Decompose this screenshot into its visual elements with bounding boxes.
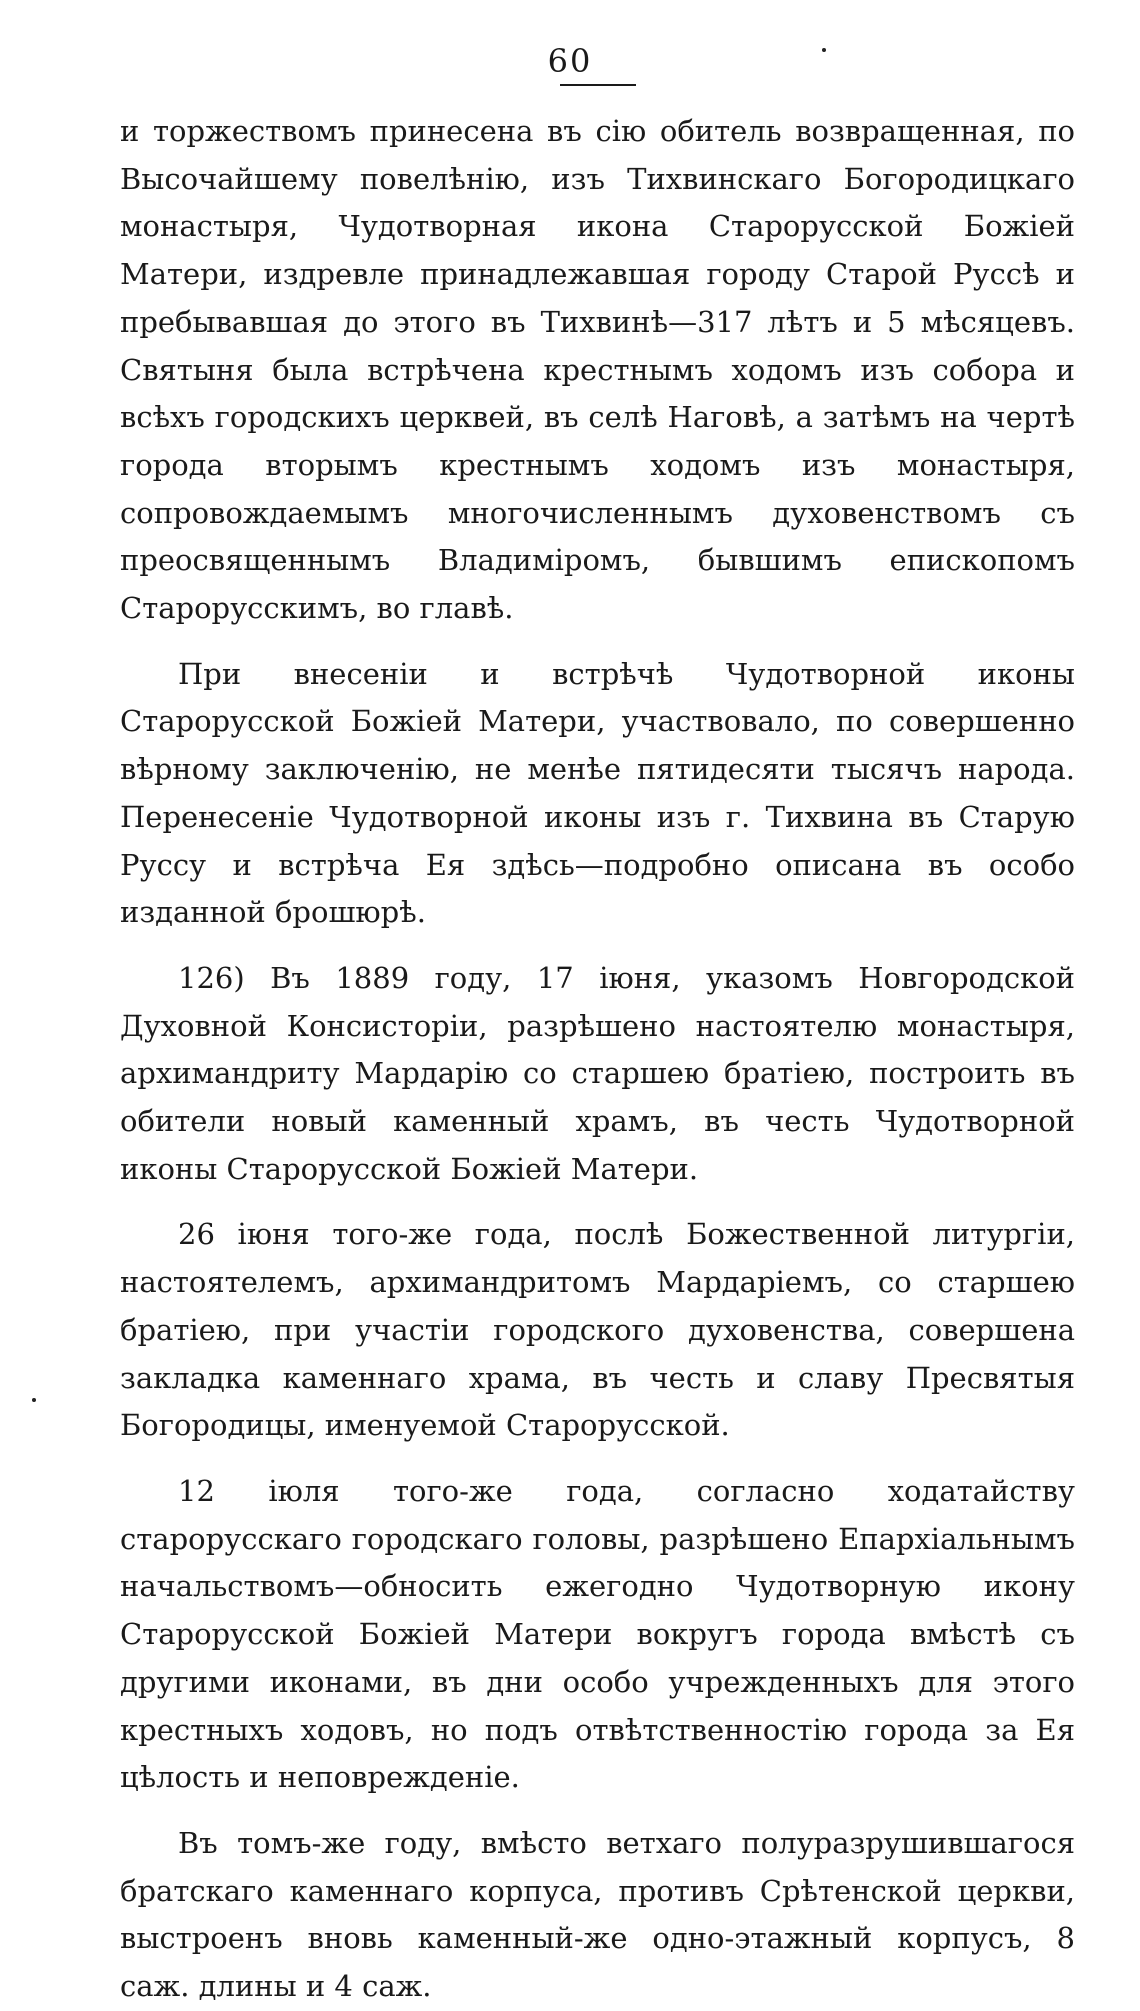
page-number-underline: [560, 84, 636, 86]
paragraph-brethren-building: Въ томъ-же году, вмѣсто ветхаго полуразрушившагося братскаго каменнаго корпуса, противъ Срѣтенской церкви, выстроенъ вновь каменный-же одно-этажный корпусъ, 8 саж. длины и 4 саж.: [120, 1825, 1075, 2004]
print-speck: [32, 1398, 36, 1402]
paragraph-icon-arrival: и торжествомъ принесена въ сію обитель возвращенная, по Высочайшему повелѣнію, изъ Тихвинскаго Богородицкаго монастыря, Чудотворная икона Старорусской Божіей Матери, издревле принадлежавшая городу Старой Руссѣ и пребывавшая до этого въ Тихвинѣ—317 лѣтъ и 5 мѣсяцевъ. Святыня была встрѣчена крестнымъ ходомъ изъ собора и всѣхъ городскихъ церквей, въ селѣ Наговѣ, а затѣмъ на чертѣ города вторымъ крестнымъ ходомъ изъ монастыря, сопровождаемымъ многочисленнымъ духовенствомъ съ преосвященнымъ Владиміромъ, бывшимъ епископомъ Старорусскимъ, во главѣ.: [120, 114, 1075, 626]
paragraph-new-temple-permit: 126) Въ 1889 году, 17 іюня, указомъ Новгородской Духовной Консисторіи, разрѣшено настоятелю монастыря, архимандриту Мардарію со старшею братіею, построить въ обители новый каменный храмъ, въ честь Чудотворной иконы Старорусской Божіей Матери.: [120, 960, 1075, 1186]
print-speck: [822, 48, 826, 52]
body-text: [120, 108, 1075, 2011]
paragraph-temple-foundation: 26 іюня того-же года, послѣ Божественной литургіи, настоятелемъ, архимандритомъ Мардаріемъ, со старшею братіею, при участіи городского духовенства, совершена закладка каменнаго храма, въ честь и славу Пресвятыя Богородицы, именуемой Старорусской.: [120, 1217, 1075, 1443]
page-number: 60: [547, 42, 593, 80]
paragraph-icon-reception: При внесеніи и встрѣчѣ Чудотворной иконы Старорусской Божіей Матери, участвовало, по совершенно вѣрному заключенію, не менѣе пятидесяти тысячъ народа. Перенесеніе Чудотворной иконы изъ г. Тихвина въ Старую Руссу и встрѣча Ея здѣсь—подробно описана въ особо изданной брошюрѣ.: [120, 656, 1075, 930]
paragraph-procession-permit: 12 іюля того-же года, согласно ходатайству старорусскаго городскаго головы, разрѣшено Епархіальнымъ начальствомъ—обносить ежегодно Чудотворную икону Старорусской Божіей Матери вокругъ города вмѣстѣ съ другими иконами, въ дни особо учрежденныхъ для этого крестныхъ ходовъ, но подъ отвѣтственностію города за Ея цѣлость и неповрежденіе.: [120, 1473, 1075, 1795]
